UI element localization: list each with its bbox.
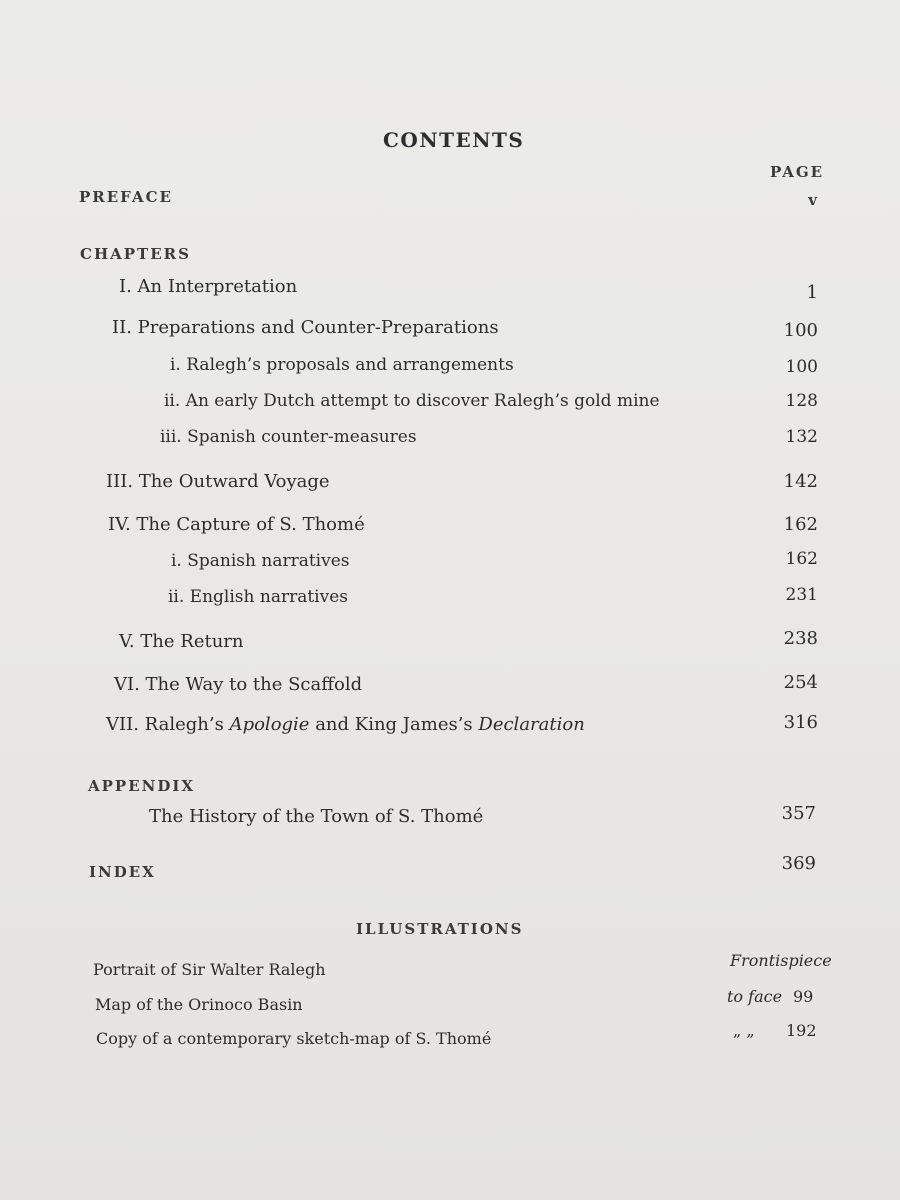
toc-entry-5-label: V. The Return [119, 631, 244, 652]
illustration-2-page: 99 [793, 987, 814, 1006]
page-column-label: PAGE [770, 163, 825, 181]
illustration-2-label: Map of the Orinoco Basin [95, 995, 303, 1014]
toc-entry-5-page: 238 [783, 628, 818, 649]
toc-entry-1-page: 1 [806, 282, 818, 303]
toc-entry-7-prefix: VII. Ralegh’s [106, 714, 230, 735]
illustration-1-place: Frontispiece [730, 951, 832, 970]
toc-entry-2b-label: ii. An early Dutch attempt to discover Ralegh’s gold mine [164, 391, 660, 411]
toc-entry-7-italic-apologie: Apologie [229, 714, 310, 735]
illustration-3-place: „ „ [733, 1021, 755, 1040]
toc-entry-2a-page: 100 [785, 357, 818, 377]
illustrations-title: ILLUSTRATIONS [356, 920, 524, 938]
toc-entry-2-label: II. Preparations and Counter-Preparations [112, 317, 499, 338]
appendix-entry-page: 357 [781, 803, 816, 824]
toc-entry-4-label: IV. The Capture of S. Thomé [108, 514, 365, 535]
illustration-3-label: Copy of a contemporary sketch-map of S. Thomé [96, 1029, 492, 1048]
toc-entry-3-page: 142 [783, 471, 818, 492]
toc-entry-2c-label: iii. Spanish counter-measures [160, 427, 417, 447]
toc-entry-4a-page: 162 [785, 549, 818, 569]
toc-entry-2b-page: 128 [785, 391, 818, 411]
toc-entry-2-page: 100 [783, 320, 818, 341]
appendix-label: APPENDIX [88, 777, 196, 795]
toc-entry-2c-page: 132 [785, 427, 818, 447]
toc-entry-6-page: 254 [783, 672, 818, 693]
toc-entry-2a-label: i. Ralegh’s proposals and arrangements [170, 355, 514, 375]
index-label: INDEX [89, 863, 156, 881]
illustration-3-page: 192 [786, 1021, 817, 1040]
preface-page: v [808, 191, 819, 209]
preface-label: PREFACE [79, 188, 173, 206]
toc-entry-1-label: I. An Interpretation [119, 276, 298, 297]
toc-entry-7-middle: and King James’s [309, 714, 479, 735]
illustration-2-place: to face [727, 987, 783, 1006]
toc-entry-4b-label: ii. English narratives [168, 587, 349, 607]
toc-entry-4b-page: 231 [785, 585, 818, 605]
toc-entry-7-label [106, 714, 585, 735]
toc-entry-3-label: III. The Outward Voyage [106, 471, 330, 492]
index-page: 369 [781, 853, 816, 874]
contents-title: CONTENTS [383, 128, 525, 152]
appendix-entry-label: The History of the Town of S. Thomé [149, 806, 484, 827]
toc-entry-6-label: VI. The Way to the Scaffold [114, 674, 363, 695]
toc-entry-4a-label: i. Spanish narratives [171, 551, 350, 571]
toc-entry-7-italic-declaration: Declaration [478, 714, 585, 735]
toc-entry-7-page: 316 [783, 712, 818, 733]
chapters-label: CHAPTERS [80, 245, 191, 263]
toc-entry-4-page: 162 [783, 514, 818, 535]
illustration-1-label: Portrait of Sir Walter Ralegh [93, 960, 326, 979]
